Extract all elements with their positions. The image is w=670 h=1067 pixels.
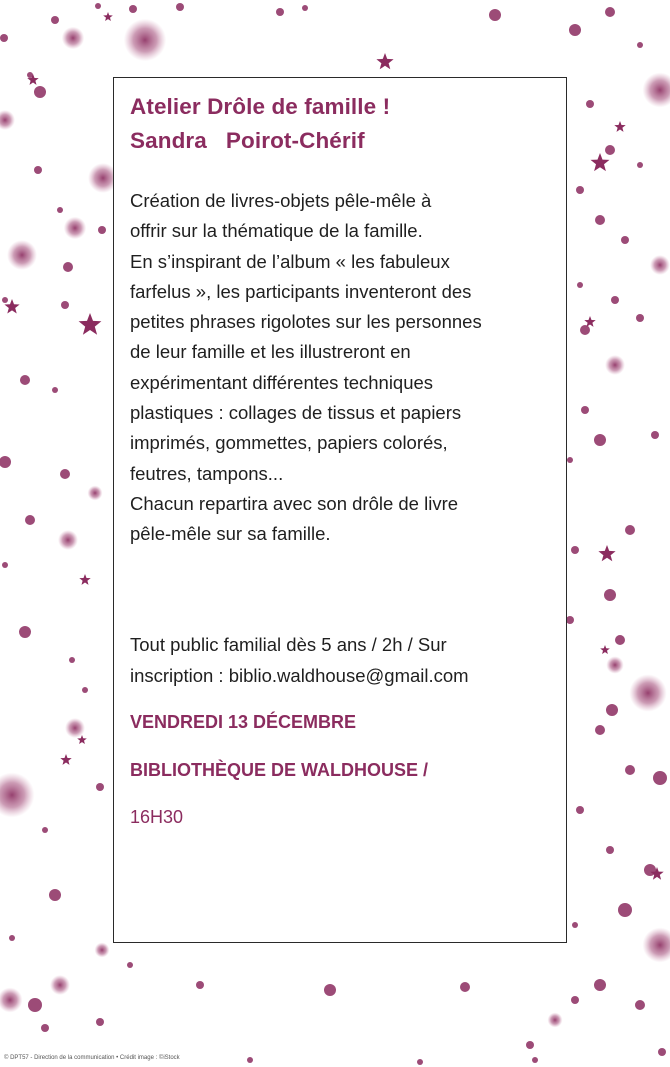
confetti-dot	[49, 889, 61, 901]
confetti-dot	[618, 903, 632, 917]
event-description	[130, 186, 560, 550]
confetti-dot	[595, 215, 605, 225]
confetti-dot	[605, 355, 625, 375]
confetti-dot	[0, 34, 8, 42]
confetti-dot	[636, 314, 644, 322]
confetti-dot	[324, 984, 336, 996]
confetti-dot	[96, 783, 104, 791]
confetti-dot	[9, 935, 15, 941]
description-line: farfelus », les participants inventeront des	[130, 280, 472, 302]
confetti-dot	[635, 1000, 645, 1010]
description-line: Création de livres-objets pêle-mêle à	[130, 190, 432, 211]
confetti-dot	[127, 962, 133, 968]
confetti-dot	[572, 922, 578, 928]
confetti-dot	[643, 928, 670, 963]
title-line-1: Atelier Drôle de famille !	[130, 94, 391, 119]
confetti-dot	[60, 469, 70, 479]
confetti-dot	[247, 1057, 253, 1063]
confetti-dot	[417, 1059, 423, 1065]
confetti-dot	[82, 687, 88, 693]
event-date: VENDREDI 13 DÉCEMBRE	[130, 712, 357, 732]
confetti-dot	[64, 217, 87, 240]
confetti-dot	[50, 975, 70, 995]
confetti-dot	[606, 704, 618, 716]
confetti-dot	[567, 457, 573, 463]
confetti-dot	[611, 296, 619, 304]
confetti-dot	[20, 375, 30, 385]
audience-line-1: Tout public familial dès 5 ans / 2h / Sur	[130, 634, 447, 655]
confetti-dot	[52, 387, 58, 393]
confetti-dot	[595, 725, 605, 735]
confetti-dot	[62, 27, 85, 50]
confetti-dot	[95, 943, 110, 958]
confetti-dot	[0, 773, 35, 818]
confetti-star	[591, 153, 610, 171]
confetti-dot	[580, 325, 590, 335]
confetti-dot	[2, 562, 8, 568]
confetti-dot	[489, 9, 501, 21]
confetti-dot	[41, 1024, 49, 1032]
description-line: En s’inspirant de l’album « les fabuleux	[130, 250, 450, 272]
event-card	[113, 77, 567, 943]
confetti-dot	[532, 1057, 538, 1063]
confetti-dot	[526, 1041, 534, 1049]
confetti-dot	[124, 19, 167, 62]
confetti-dot	[576, 806, 584, 814]
confetti-dot	[0, 456, 11, 468]
description-line: pêle-mêle sur sa famille.	[130, 523, 331, 545]
confetti-dot	[586, 100, 594, 108]
confetti-dot	[28, 998, 42, 1012]
confetti-dot	[95, 3, 101, 9]
confetti-star	[598, 545, 615, 561]
confetti-dot	[650, 255, 670, 275]
description-line: offrir sur la thématique de la famille.	[130, 220, 423, 242]
description-line: de leur famille et les illustreront en	[130, 341, 411, 363]
confetti-dot	[637, 42, 643, 48]
event-place: BIBLIOTHÈQUE DE WALDHOUSE /	[130, 760, 429, 780]
confetti-dot	[42, 827, 48, 833]
confetti-dot	[637, 162, 643, 168]
confetti-star	[60, 754, 71, 765]
confetti-dot	[51, 16, 59, 24]
confetti-star	[79, 574, 90, 585]
confetti-dot	[594, 434, 606, 446]
confetti-star	[376, 53, 393, 69]
description-line: petites phrases rigolotes sur les personnes	[130, 311, 482, 333]
confetti-dot	[34, 86, 46, 98]
confetti-dot	[651, 431, 659, 439]
confetti-dot	[34, 166, 42, 174]
confetti-dot	[571, 996, 579, 1004]
confetti-dot	[61, 301, 69, 309]
description-line: plastiques : collages de tissus et papiers	[130, 402, 462, 424]
confetti-dot	[0, 110, 15, 130]
confetti-dot	[69, 657, 75, 663]
confetti-dot	[653, 771, 667, 785]
title-line-2: Sandra Poirot-Chérif	[130, 128, 365, 153]
confetti-star	[103, 12, 113, 21]
confetti-dot	[19, 626, 31, 638]
confetti-dot	[629, 674, 667, 712]
confetti-dot	[605, 145, 615, 155]
confetti-dot	[196, 981, 204, 989]
footer-credit: © DPT57 - Direction de la communication • Crédit image : ©iStock	[4, 1055, 180, 1061]
confetti-dot	[643, 73, 670, 108]
description-line: Chacun repartira avec son drôle de livre	[130, 492, 459, 514]
confetti-dot	[604, 589, 616, 601]
confetti-dot	[625, 525, 635, 535]
confetti-dot	[7, 240, 37, 270]
confetti-dot	[96, 1018, 104, 1026]
confetti-dot	[605, 7, 615, 17]
confetti-star	[600, 645, 610, 654]
confetti-dot	[594, 979, 606, 991]
confetti-dot	[615, 635, 625, 645]
confetti-dot	[460, 982, 470, 992]
confetti-dot	[576, 186, 584, 194]
confetti-dot	[569, 24, 581, 36]
confetti-dot	[548, 1013, 563, 1028]
event-time: 16H30	[130, 807, 184, 827]
confetti-dot	[57, 207, 63, 213]
confetti-star	[79, 313, 102, 335]
confetti-dot	[571, 546, 579, 554]
confetti-dot	[606, 656, 624, 674]
confetti-star	[614, 121, 625, 132]
confetti-dot	[129, 5, 137, 13]
audience-line-2: inscription : biblio.waldhouse@gmail.com	[130, 665, 469, 686]
confetti-dot	[621, 236, 629, 244]
description-line: imprimés, gommettes, papiers colorés,	[130, 432, 448, 454]
confetti-dot	[25, 515, 35, 525]
confetti-dot	[276, 8, 284, 16]
confetti-dot	[63, 262, 73, 272]
confetti-dot	[606, 846, 614, 854]
confetti-dot	[2, 297, 8, 303]
confetti-dot	[577, 282, 583, 288]
confetti-dot	[176, 3, 184, 11]
event-title	[130, 90, 390, 158]
confetti-dot	[0, 988, 23, 1013]
confetti-dot	[566, 616, 574, 624]
confetti-dot	[302, 5, 308, 11]
confetti-dot	[98, 226, 106, 234]
description-line: feutres, tampons...	[130, 462, 284, 484]
confetti-dot	[58, 530, 78, 550]
description-line: expérimentant différentes techniques	[130, 371, 434, 393]
confetti-dot	[658, 1048, 666, 1056]
confetti-dot	[88, 486, 103, 501]
confetti-dot	[625, 765, 635, 775]
confetti-dot	[581, 406, 589, 414]
audience-info	[130, 629, 469, 691]
